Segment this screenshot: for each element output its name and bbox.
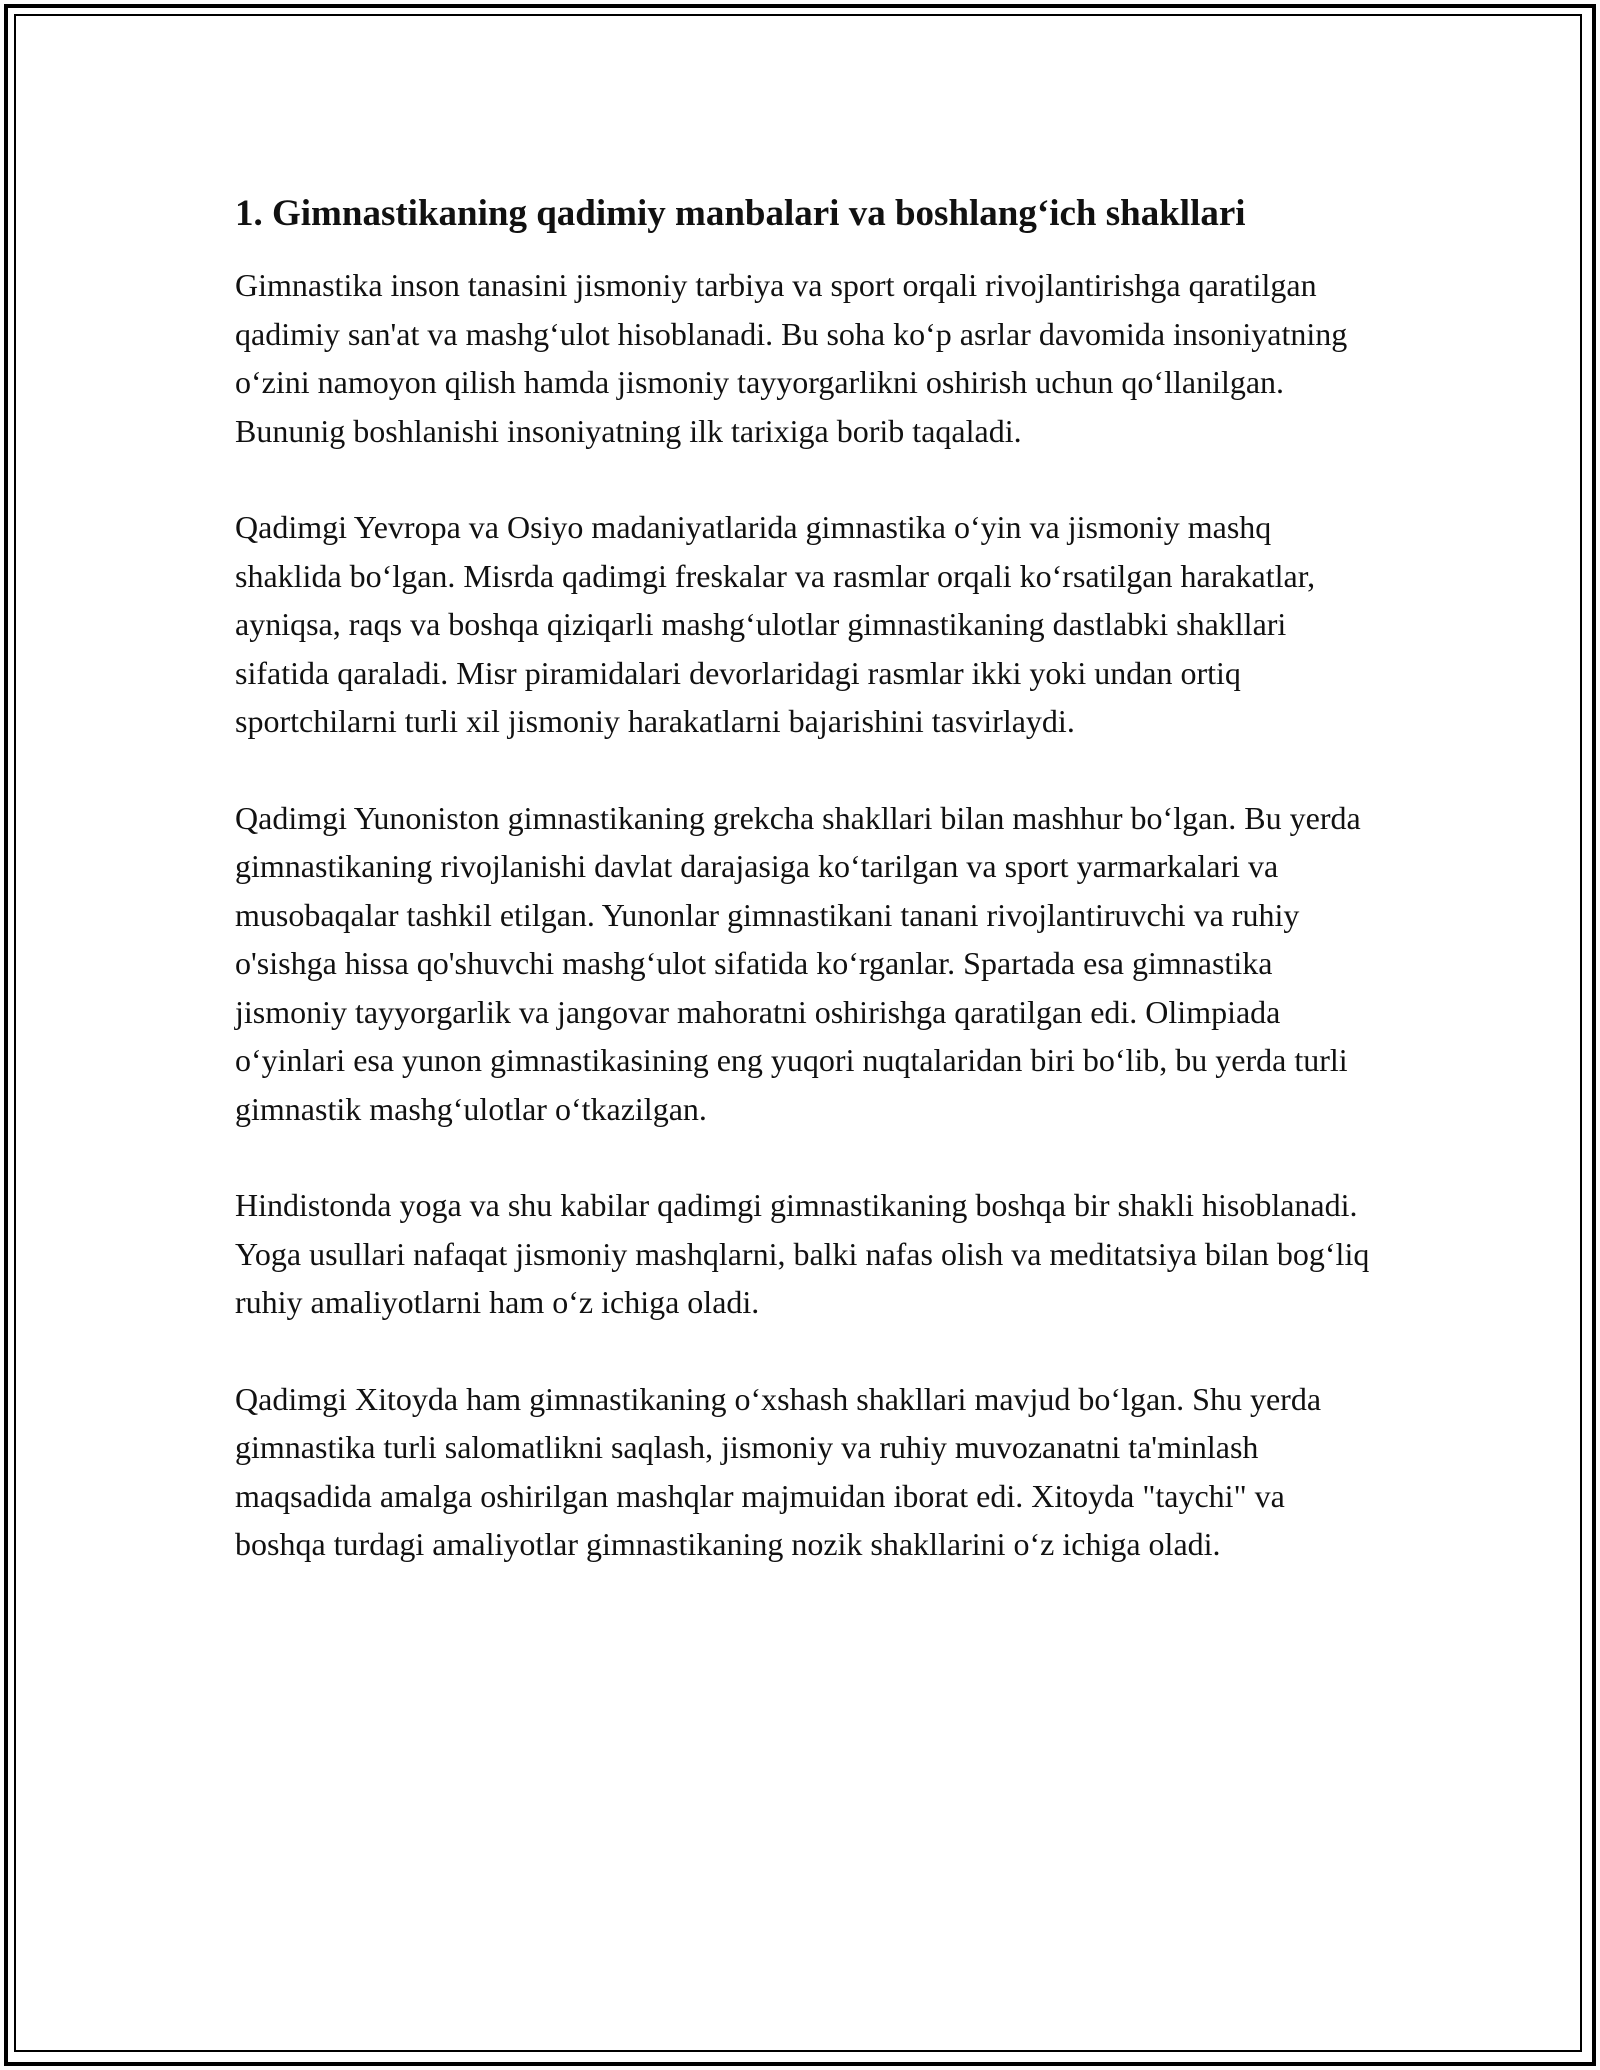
paragraph-intro: Gimnastika inson tanasini jismoniy tarbiya va sport orqali rivojlantirishga qaratilgan qadimiy san'at va mashg‘ulot hisoblanadi. Bu soha ko‘p asrlar davomida insoniyatning o‘zini namoyon qilish hamda jismoniy tayyorgarlikni oshirish uchun qo‘llanilgan. Bununig boshlanishi insoniyatning ilk tarixiga borib taqaladi. [235,267,1348,449]
paragraph-china: Qadimgi Xitoyda ham gimnastikaning o‘xshash shakllari mavjud bo‘lgan. Shu yerda gimnastika turli salomatlikni saqlash, jismoniy va ruhiy muvozanatni ta'minlash maqsadida amalga oshirilgan mashqlar majmuidan iborat edi. Xitoyda "taychi" va boshqa turdagi amaliyotlar gimnastikaning nozik shakllarini o‘z ichiga oladi. [235,1380,1322,1562]
paragraph-greece: Qadimgi Yunoniston gimnastikaning grekcha shakllari bilan mashhur bo‘lgan. Bu yerda gimnastikaning rivojlanishi davlat darajasiga ko‘tarilgan va sport yarmarkalari va musobaqalar tashkil etilgan. Yunonlar gimnastikani tanani rivojlantiruvchi va ruhiy o'sishga hissa qo'shuvchi mashg‘ulot sifatida ko‘rganlar. Spartada esa gimnastika jismoniy tayyorgarlik va jangovar mahoratni oshirishga qaratilgan edi. Olimpiada o‘yinlari esa yunon gimnastikasining eng yuqori nuqtalaridan biri bo‘lib, bu yerda turli gimnastik mashg‘ulotlar o‘tkazilgan. [235,799,1361,1127]
document-body [235,186,1375,1617]
section-heading: 1. Gimnastikaning qadimiy manbalari va boshlang‘ich shakllari [235,193,1246,234]
paragraph-india: Hindistonda yoga va shu kabilar qadimgi gimnastikaning boshqa bir shakli hisoblanadi. Yoga usullari nafaqat jismoniy mashqlarni, balki nafas olish va meditatsiya bilan bog‘liq ruhiy amaliyotlarni ham o‘z ichiga oladi. [235,1187,1370,1320]
paragraph-europe-asia-egypt: Qadimgi Yevropa va Osiyo madaniyatlarida gimnastika o‘yin va jismoniy mashq shaklida bo‘lgan. Misrda qadimgi freskalar va rasmlar orqali ko‘rsatilgan harakatlar, ayniqsa, raqs va boshqa qiziqarli mashg‘ulotlar gimnastikaning dastlabki shakllari sifatida qaraladi. Misr piramidalari devorlaridagi rasmlar ikki yoki undan ortiq sportchilarni turli xil jismoniy harakatlarni bajarishini tasvirlaydi. [235,509,1316,739]
